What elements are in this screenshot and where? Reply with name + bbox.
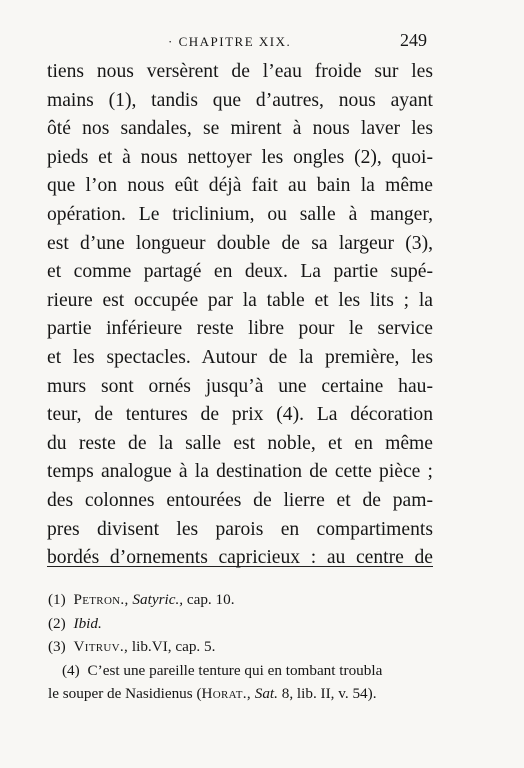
text-line: est d’une longueur double de sa largeur (3),	[47, 232, 433, 254]
footnote-number: (2)	[48, 614, 66, 632]
footnotes	[48, 588, 432, 706]
text-line: teur, de tentures de prix (4). La décoration	[47, 404, 433, 426]
footnote-separator	[47, 566, 433, 567]
footnote-text: le souper de Nasidienus (	[48, 685, 202, 702]
text-line: que l’on nous eût déjà fait au bain la même	[47, 175, 433, 197]
text-line: et comme partagé en deux. La partie supé-	[47, 261, 433, 283]
text-line: opération. Le triclinium, ou salle à manger,	[47, 203, 433, 225]
footnote-number: (1)	[48, 591, 66, 608]
text-line: temps analogue à la destination de cette pièce ;	[47, 461, 433, 483]
text-line: partie inférieure reste libre pour le service	[47, 318, 433, 340]
text-line: tiens nous versèrent de l’eau froide sur les	[47, 61, 433, 82]
footnote-3	[48, 635, 432, 659]
text-line: et les spectacles. Autour de la première, les	[47, 346, 433, 368]
footnote-ref: cap. 10.	[186, 591, 235, 608]
text-line: mains (1), tandis que d’autres, nous ayant	[47, 89, 433, 111]
text-line: bordés d’ornements capricieux : au centre de	[47, 547, 433, 569]
running-head: · CHAPITRE XIX.	[168, 34, 292, 49]
footnote-4	[48, 659, 432, 683]
footnote-work: Sat.	[254, 685, 278, 702]
text-line: du reste de la salle est noble, et en même	[47, 432, 433, 454]
text-line: des colonnes entourées de lierre et de pam-	[47, 489, 433, 511]
footnote-text: C’est une pareille tenture qui en tombant troubla	[87, 661, 383, 679]
footnote-number: (3)	[48, 638, 66, 655]
footnote-author: Petron.,	[73, 591, 129, 608]
text-line: murs sont ornés jusqu’à une certaine hau-	[47, 375, 433, 397]
text-line: pres divisent les parois en compartiments	[47, 518, 433, 540]
text-line: ôté nos sandales, se mirent à nous laver les	[47, 118, 433, 140]
footnote-number: (4)	[62, 661, 80, 679]
body-text	[47, 58, 433, 573]
footnote-author: Vitruv.,	[73, 638, 129, 655]
footnote-4-continuation	[48, 682, 432, 706]
footnote-2	[48, 612, 432, 636]
footnote-ref: lib.VI, cap. 5.	[131, 638, 216, 655]
footnote-1	[48, 588, 432, 612]
text-line: pieds et à nous nettoyer les ongles (2), quoi-	[47, 146, 433, 168]
footnote-author: Horat.,	[201, 685, 251, 702]
footnote-work: Ibid.	[73, 614, 102, 632]
page-number: 249	[400, 30, 427, 50]
footnote-work: Satyric.,	[132, 591, 184, 608]
footnote-text: 8, lib. II, v. 54).	[281, 685, 377, 702]
text-line: rieure est occupée par la table et les lits ; la	[47, 289, 433, 311]
